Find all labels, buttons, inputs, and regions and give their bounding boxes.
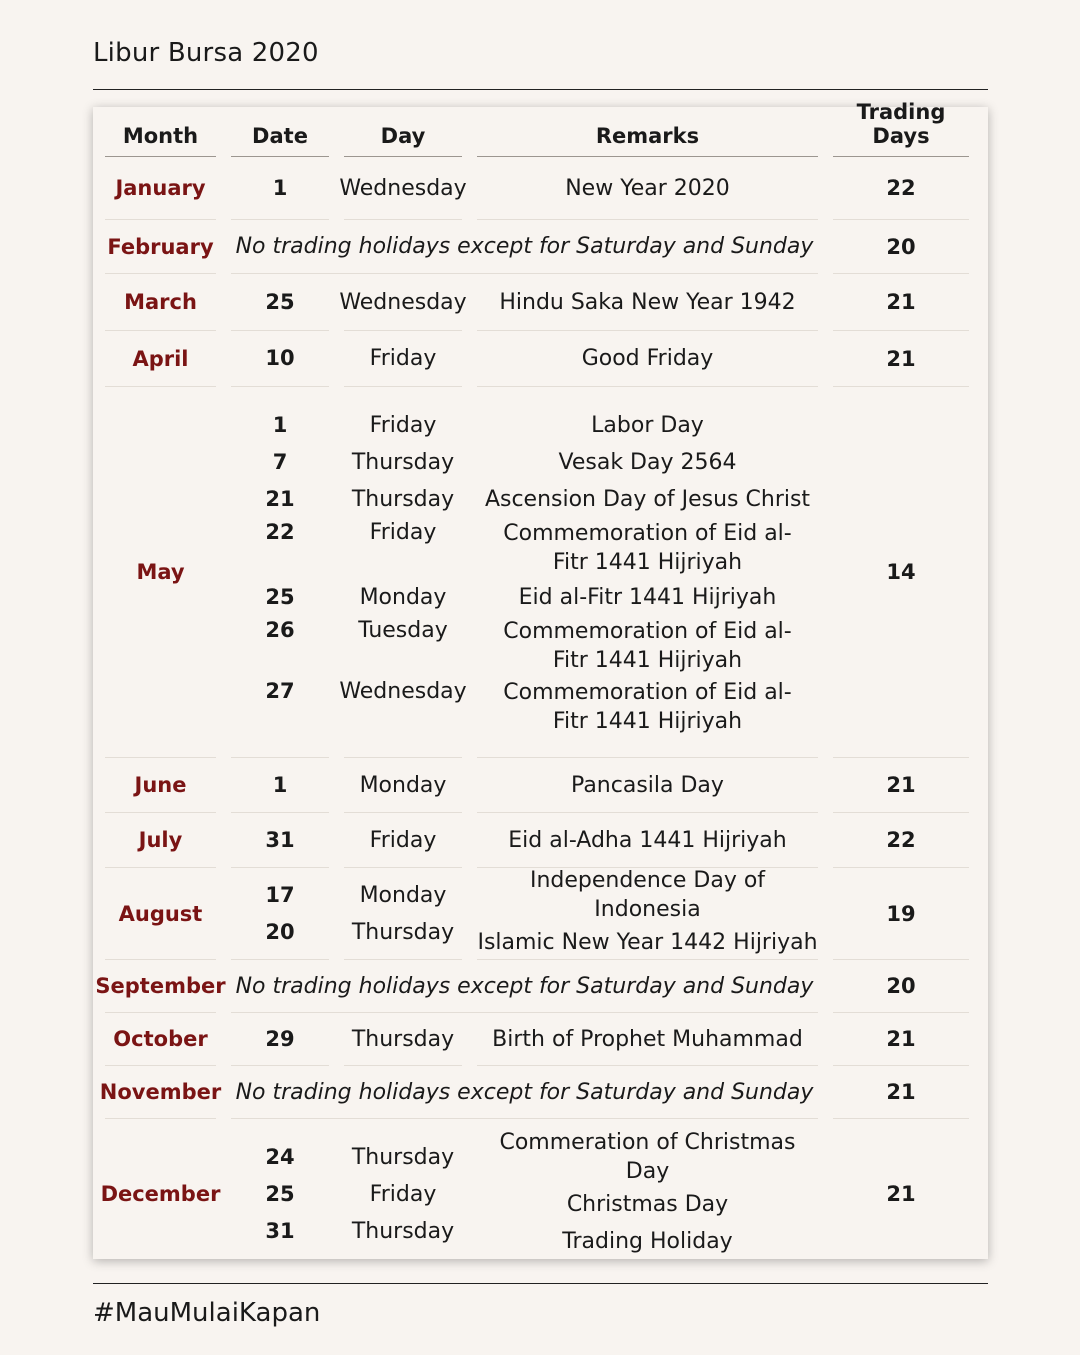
bottom-divider — [93, 1283, 988, 1284]
date-cell — [231, 1013, 329, 1066]
date-cell — [231, 387, 329, 758]
top-divider — [93, 89, 988, 90]
entry-date: 25 — [265, 584, 295, 609]
entry-day: Friday — [369, 519, 437, 545]
entry-date: 27 — [265, 678, 295, 703]
month-cell: March — [105, 274, 216, 331]
entry-day: Thursday — [351, 449, 455, 475]
entry-day: Friday — [369, 1181, 437, 1207]
header-trading-days: Trading Days — [833, 107, 969, 157]
entry-remarks: Christmas Day — [566, 1192, 729, 1217]
entry-remarks: Commemoration of Eid al-Fitr 1441 Hijriyah — [503, 680, 792, 734]
remarks-cell — [477, 157, 818, 220]
remarks-cell — [477, 274, 818, 331]
trading-days-cell: 21 — [833, 274, 969, 331]
entry-day: Wednesday — [339, 175, 467, 201]
entry-remarks: Commemoration of Eid al-Fitr 1441 Hijriyah — [503, 521, 792, 575]
holiday-table — [95, 100, 965, 1269]
day-cell — [339, 387, 467, 758]
entry-date: 1 — [272, 412, 288, 437]
entry-date: 22 — [265, 519, 295, 544]
entry-remarks: Commeration of Christmas Day — [499, 1130, 796, 1184]
header-date: Date — [231, 107, 329, 157]
entry-date: 10 — [265, 346, 295, 370]
entry-remarks: New Year 2020 — [565, 175, 730, 201]
entry-remarks: Labor Day — [591, 412, 704, 438]
date-cell — [231, 868, 329, 960]
header-day: Day — [344, 107, 462, 157]
entry-day: Friday — [369, 412, 437, 438]
entry-remarks: Ascension Day of Jesus Christ — [484, 486, 811, 512]
entry-day: Monday — [359, 882, 447, 908]
page-title: Libur Bursa 2020 — [93, 38, 319, 68]
remarks-cell — [477, 1119, 818, 1269]
entry-day: Monday — [359, 584, 447, 610]
header-month: Month — [105, 107, 216, 157]
entry-date: 25 — [265, 1181, 295, 1206]
entry-date: 26 — [265, 617, 295, 642]
date-cell — [231, 331, 329, 387]
trading-days-cell: 20 — [833, 220, 969, 274]
entry-day: Monday — [359, 772, 447, 798]
day-cell — [344, 1119, 462, 1269]
entry-date: 31 — [265, 1218, 295, 1243]
remarks-cell — [477, 813, 818, 868]
no-holiday-note: No trading holidays except for Saturday and Sunday — [231, 220, 818, 274]
remarks-cell — [477, 758, 818, 813]
month-cell: April — [105, 331, 216, 387]
remarks-cell — [477, 387, 818, 758]
day-cell — [344, 1013, 462, 1066]
holiday-table-card — [93, 100, 988, 1259]
trading-days-cell: 21 — [833, 1013, 969, 1066]
date-cell — [231, 1119, 329, 1269]
entry-remarks: Hindu Saka New Year 1942 — [499, 289, 796, 315]
entry-date: 29 — [265, 1026, 295, 1051]
entry-day: Thursday — [351, 486, 455, 512]
remarks-cell — [477, 331, 818, 387]
entry-remarks: Commemoration of Eid al-Fitr 1441 Hijriyah — [503, 619, 792, 673]
month-cell: June — [105, 758, 216, 813]
entry-date: 31 — [265, 827, 295, 852]
entry-day: Friday — [369, 827, 437, 853]
day-cell — [344, 331, 462, 387]
entry-remarks: Pancasila Day — [571, 772, 724, 798]
month-cell: December — [100, 1182, 221, 1206]
day-cell — [344, 758, 462, 813]
month-cell: October — [105, 1013, 216, 1066]
entry-date: 25 — [265, 289, 295, 314]
entry-remarks: Islamic New Year 1442 Hijriyah — [477, 930, 818, 955]
remarks-cell — [477, 868, 818, 960]
hashtag: #MauMulaiKapan — [93, 1298, 321, 1328]
trading-days-cell: 20 — [833, 960, 969, 1013]
month-cell: February — [105, 220, 216, 274]
month-cell: August — [105, 868, 216, 960]
entry-day: Tuesday — [358, 617, 448, 643]
trading-days-cell: 21 — [833, 758, 969, 813]
date-cell — [231, 758, 329, 813]
date-cell — [231, 813, 329, 868]
entry-day: Friday — [369, 346, 437, 371]
entry-date: 1 — [272, 175, 288, 200]
entry-date: 21 — [265, 486, 295, 511]
entry-date: 17 — [265, 882, 295, 907]
header-remarks: Remarks — [477, 107, 818, 157]
trading-days-cell: 22 — [833, 157, 969, 220]
entry-date: 1 — [272, 772, 288, 797]
month-cell: May — [105, 387, 216, 758]
day-cell — [339, 157, 467, 220]
entry-remarks: Independence Day of Indonesia — [529, 868, 766, 922]
trading-days-cell: 22 — [833, 813, 969, 868]
date-cell — [231, 274, 329, 331]
no-holiday-note: No trading holidays except for Saturday and Sunday — [231, 960, 818, 1013]
trading-days-cell: 14 — [833, 387, 969, 758]
entry-remarks: Eid al-Adha 1441 Hijriyah — [508, 827, 787, 853]
entry-day: Thursday — [351, 1218, 455, 1244]
remarks-cell — [477, 1013, 818, 1066]
day-cell — [339, 274, 467, 331]
entry-date: 24 — [265, 1144, 295, 1169]
entry-date: 20 — [265, 919, 295, 944]
entry-day: Thursday — [351, 919, 455, 945]
entry-day: Wednesday — [339, 678, 467, 704]
no-holiday-note: No trading holidays except for Saturday and Sunday — [231, 1066, 818, 1119]
date-cell — [231, 157, 329, 220]
entry-remarks: Trading Holiday — [562, 1229, 733, 1254]
day-cell — [344, 813, 462, 868]
month-cell: January — [105, 157, 216, 220]
month-cell: November — [105, 1066, 216, 1119]
month-cell: September — [105, 960, 216, 1013]
entry-day: Thursday — [351, 1026, 455, 1052]
month-cell: July — [105, 813, 216, 868]
day-cell — [344, 868, 462, 960]
entry-remarks: Good Friday — [581, 346, 714, 371]
trading-days-cell: 19 — [833, 868, 969, 960]
trading-days-cell: 21 — [833, 331, 969, 387]
trading-days-cell: 21 — [833, 1066, 969, 1119]
entry-date: 7 — [272, 449, 288, 474]
trading-days-cell: 21 — [886, 1182, 916, 1206]
entry-remarks: Vesak Day 2564 — [558, 449, 737, 475]
entry-day: Thursday — [351, 1144, 455, 1170]
entry-remarks: Eid al-Fitr 1441 Hijriyah — [518, 584, 777, 610]
entry-remarks: Birth of Prophet Muhammad — [492, 1026, 803, 1052]
entry-day: Wednesday — [339, 289, 467, 315]
